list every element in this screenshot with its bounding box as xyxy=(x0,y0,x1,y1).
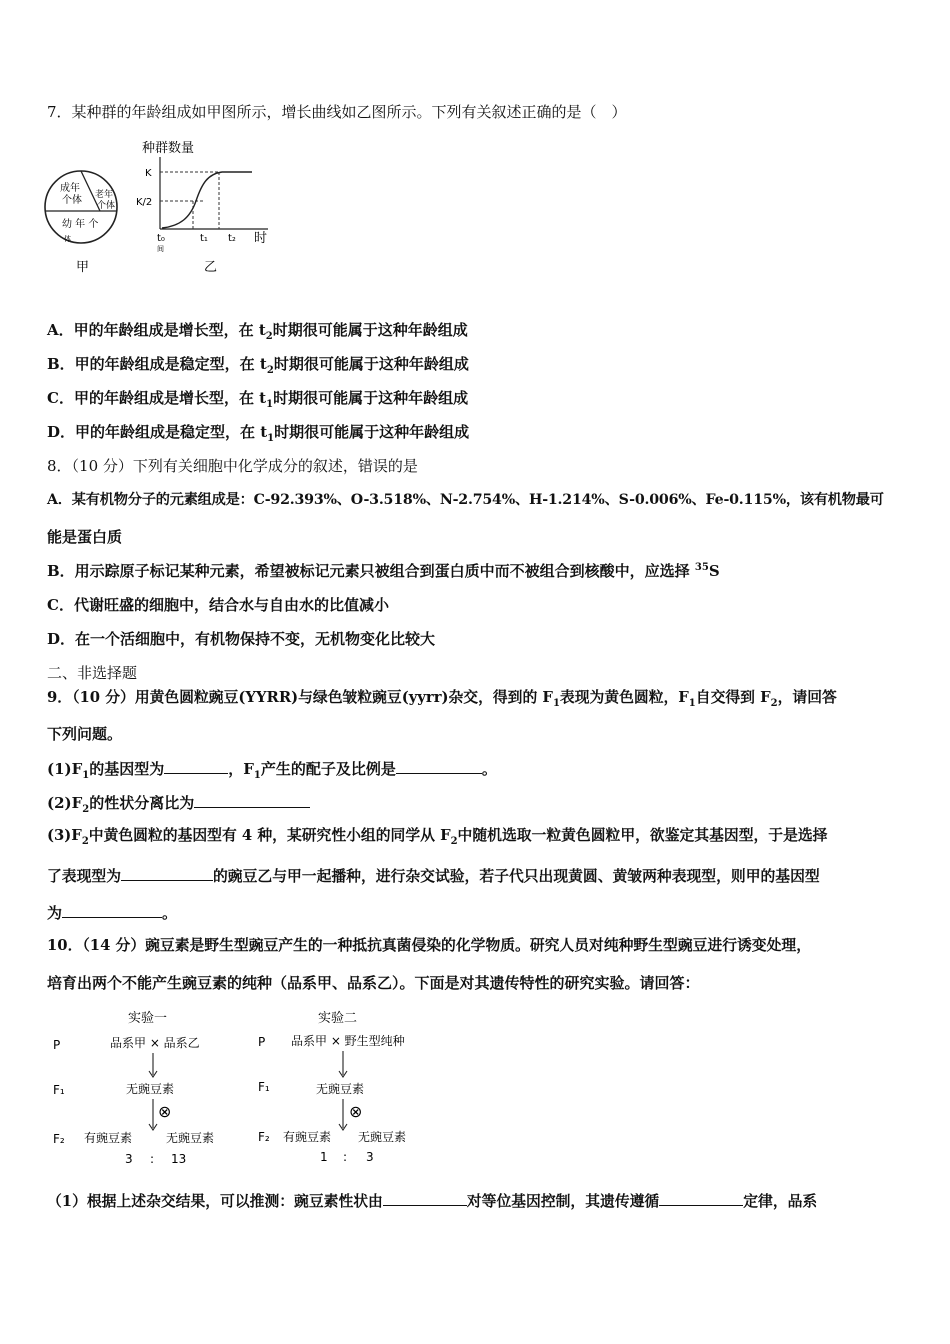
age-pie-chart xyxy=(45,171,117,243)
q9-stem-line2: 下列问题。 xyxy=(47,725,123,743)
pie-old-label-1: 老年 xyxy=(95,190,114,200)
growth-curve-chart xyxy=(136,140,268,253)
exp2-p-label: P xyxy=(258,1035,266,1049)
pie-adult-label-1: 成年 xyxy=(60,183,80,194)
q9-blank-gametes[interactable] xyxy=(396,758,482,774)
q10-part1: （1）根据上述杂交结果，可以推测：豌豆素性状由 对等位基因控制，其遗传遵循 定律，品系 xyxy=(47,1190,817,1212)
q9-part3-line3: 为 。 xyxy=(47,904,178,922)
q7-option-b: B．甲的年龄组成是稳定型，在 $t_2$时期很可能属于这种年龄组成 xyxy=(47,355,469,376)
exp1-title: 实验一 xyxy=(128,1011,168,1026)
exp1-ratio-colon: : xyxy=(150,1152,155,1166)
q9-part3-line1: $(3)F_2$中黄色圆粒的基因型有 4 种，某研究性小组的同学从 $F_2$中随机选取一粒黄色圆粒甲，欲鉴定其基因型，于是选择 xyxy=(47,827,828,847)
exp2-f1: 无豌豆素 xyxy=(316,1082,365,1096)
caption-yi: 乙 xyxy=(204,260,218,275)
exp2-f2-label: F₂ xyxy=(258,1130,270,1144)
caption-jia: 甲 xyxy=(76,260,90,275)
q10-stem-line2: 培育出两个不能产生豌豆素的纯种（品系甲、品系乙）。下面是对其遗传特性的研究实验。请回答： xyxy=(47,974,700,992)
q8-option-a-line2: 能是蛋白质 xyxy=(47,528,123,546)
q7-option-a: A．甲的年龄组成是增长型，在 $t_2$时期很可能属于这种年龄组成 xyxy=(47,321,468,342)
exp1-f1-label: F₁ xyxy=(53,1083,65,1097)
x-axis-label-cut: 间 xyxy=(157,245,164,253)
exp2-ratio-colon: : xyxy=(343,1150,348,1164)
k2-label: K/2 xyxy=(136,197,153,208)
q8-option-d: D．在一个活细胞中，有机物保持不变，无机物变化比较大 xyxy=(47,630,436,648)
q9-part3-line2: 了表现型为 的豌豆乙与甲一起播种，进行杂交试验，若子代只出现黄圆、黄皱两种表现型，则甲的基因型 xyxy=(47,865,820,887)
exp1-f2-right: 无豌豆素 xyxy=(166,1131,215,1145)
q10-blank-gene-pairs[interactable] xyxy=(383,1190,467,1206)
q7-option-d: D．甲的年龄组成是稳定型，在 $t_1$时期很可能属于这种年龄组成 xyxy=(47,423,470,444)
q7-option-c: C．甲的年龄组成是增长型，在 $t_1$时期很可能属于这种年龄组成 xyxy=(47,389,469,410)
q10-stem-line1: 10．（14 分）豌豆素是野生型豌豆产生的一种抵抗真菌侵染的化学物质。研究人员对纯种野生型豌豆进行诱变处理， xyxy=(47,937,811,954)
q8-stem: 8．（10 分）下列有关细胞中化学成分的叙述，错误的是 xyxy=(47,457,418,475)
exp1-p-label: P xyxy=(53,1038,61,1052)
experiment-1 xyxy=(53,1011,214,1166)
q9-blank-phenotype[interactable] xyxy=(121,865,213,881)
pie-old-label-2: 个体 xyxy=(97,201,116,211)
x-t1-label: t₁ xyxy=(200,233,208,244)
exp2-f2-right: 无豌豆素 xyxy=(358,1130,407,1144)
k-label: K xyxy=(145,168,152,179)
pie-adult-label-2: 个体 xyxy=(62,195,82,206)
exp2-ratio-right: 3 xyxy=(366,1150,374,1164)
q7-stem: 7．某种群的年龄组成如甲图所示，增长曲线如乙图所示。下列有关叙述正确的是（ ） xyxy=(47,103,627,121)
exp2-f2-left: 有豌豆素 xyxy=(283,1130,332,1144)
q9-blank-genotype-jia[interactable] xyxy=(62,902,162,918)
q10-cross-diagram xyxy=(48,1005,428,1170)
q9-stem-line1: 9．（10 分）用黄色圆粒豌豆(YYRR)与绿色皱粒豌豆(yyrr)杂交，得到的 $F_1$表现为黄色圆粒，$F_1$自交得到 $F_2$，请回答 xyxy=(47,689,837,709)
q9-blank-ratio[interactable] xyxy=(194,792,310,808)
q9-part2: $(2)F_2$的性状分离比为 xyxy=(47,792,310,813)
section-title: 二、非选择题 xyxy=(47,664,138,682)
experiment-2 xyxy=(258,1011,406,1164)
q8-option-c: C．代谢旺盛的细胞中，结合水与自由水的比值减小 xyxy=(47,596,389,614)
pie-young-label-cut: 体 xyxy=(64,235,71,243)
exp1-cross: 品系甲 × 品系乙 xyxy=(110,1036,200,1050)
pie-young-label: 幼 年 个 xyxy=(62,219,99,230)
exp2-ratio-left: 1 xyxy=(320,1150,328,1164)
exp2-f1-label: F₁ xyxy=(258,1080,270,1094)
exp1-f1: 无豌豆素 xyxy=(126,1082,175,1096)
q10-blank-law[interactable] xyxy=(659,1190,743,1206)
exp2-title: 实验二 xyxy=(318,1011,358,1026)
s-curve xyxy=(162,172,252,228)
x-t0-label: t₀ xyxy=(157,233,165,244)
exp1-self-icon: ⊗ xyxy=(158,1102,172,1121)
q9-part1: $(1)F_1$的基因型为 ，$F_1$产生的配子及比例是 。 xyxy=(47,760,497,781)
exp1-f2-left: 有豌豆素 xyxy=(84,1131,133,1145)
exp1-ratio-left: 3 xyxy=(125,1152,133,1166)
q8-option-b: B．用示踪原子标记某种元素，希望被标记元素只被组合到蛋白质中而不被组合到核酸中，应选择 $^{35}$S xyxy=(47,562,720,580)
x-t2-label: t₂ xyxy=(228,233,236,244)
exp1-f2-label: F₂ xyxy=(53,1132,65,1146)
exp1-ratio-right: 13 xyxy=(171,1152,187,1166)
q9-blank-genotype[interactable] xyxy=(164,758,228,774)
y-axis-label: 种群数量 xyxy=(142,141,195,156)
q8-option-a-line1: A．某有机物分子的元素组成是：C-92.393%、O-3.518%、N-2.754%、H-1.214%、S-0.006%、Fe-0.115%，该有机物最可 xyxy=(47,492,884,508)
exp2-self-icon: ⊗ xyxy=(349,1102,363,1121)
q7-figure xyxy=(40,135,290,280)
x-axis-label: 时 xyxy=(254,231,268,246)
exp2-cross: 品系甲 × 野生型纯种 xyxy=(291,1034,405,1048)
